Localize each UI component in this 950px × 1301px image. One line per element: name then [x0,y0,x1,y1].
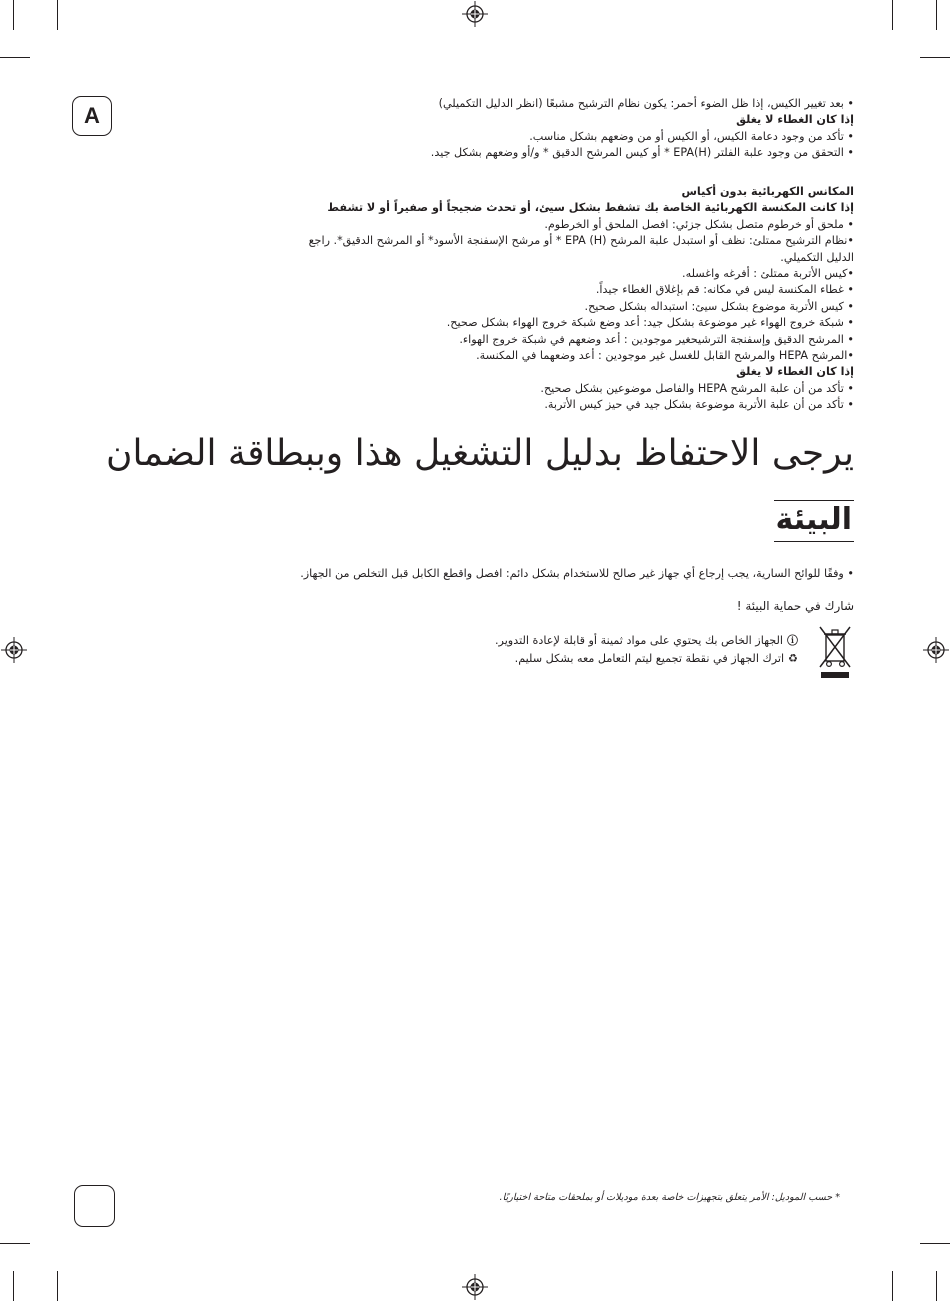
crop-mark-bottom-left-v2 [13,1271,14,1301]
weee-line-2: اترك الجهاز في نقطة تجميع ليتم التعامل معه بشكل سليم. [514,652,785,665]
crop-mark-top-left-v [57,0,58,30]
troubleshooting-item: • غطاء المكنسة ليس في مكانه: قم بإغلاق الغطاء جيداً. [595,283,854,297]
page-number-badge [74,1185,115,1227]
troubleshooting-item: • التحقق من وجود علبة الفلتر (H)EPA * أو كيس المرشح الدقيق * و/أو وضعهم بشكل جيد. [430,146,854,160]
keep-manual-heading: يرجى الاحتفاظ بدليل التشغيل هذا وببطاقة الضمان [106,433,854,474]
troubleshooting-item: • تأكد من أن علبة الأتربة موضوعة بشكل جيد في حيز كيس الأتربة. [544,398,854,412]
registration-mark-icon [462,1274,488,1300]
troubleshooting-item: • المرشح الدقيق وإسفنجة الترشيحغير موجودين : أعد وضعهم في شبكة خروج الهواء. [459,332,854,346]
weee-row-2 [495,650,798,668]
model-footnote: * حسب الموديل: الأمر يتعلق بتجهيزات خاصة بعدة موديلات أو بملحقات متاحة اختياريًا. [499,1192,840,1203]
troubleshooting-item: • كيس الأتربة موضوع بشكل سيئ: استبداله بشكل صحيح. [584,299,854,313]
registration-mark-icon [923,637,949,663]
weee-row-1 [495,632,798,650]
crop-mark-bottom-right-v2 [936,1271,937,1301]
section-letter-badge [72,96,112,136]
section-subheading: إذا كان الغطاء لا يغلق [736,365,854,379]
bagless-troubleshooting-block [306,184,854,414]
crop-mark-bottom-left-h [0,1243,30,1244]
section-subheading: إذا كان الغطاء لا يغلق [736,113,854,127]
info-icon: ⓘ [787,634,798,647]
weee-line-1: الجهاز الخاص بك يحتوي على مواد ثمينة أو قابلة لإعادة التدوير. [494,634,783,647]
environment-heading: البيئة [774,500,854,542]
section-subheading: المكانس الكهربائية بدون أكياس [681,185,854,198]
section-letter: A [84,103,100,128]
section-subheading: إذا كانت المكنسة الكهربائية الخاصة بك تشفط بشكل سيئ، أو تحدث ضجيجاً أو صفيراً أو لا تشفط [327,201,854,215]
troubleshooting-item: •كيس الأتربة ممتلئ : أفرغه واغسله. [682,267,854,281]
environment-heading-wrap [774,500,854,542]
crop-mark-top-left-h [0,57,30,58]
crop-mark-bottom-left-v [57,1271,58,1301]
crop-mark-top-right-v2 [936,0,937,30]
crop-mark-top-left-v2 [13,0,14,30]
troubleshooting-item: • شبكة خروج الهواء غير موضوعة بشكل جيد: أعد وضع شبكة خروج الهواء بشكل صحيح. [446,316,854,330]
environment-disposal-text: • وفقًا للوائح السارية، يجب إرجاع أي جهاز غير صالح للاستخدام بشكل دائم: افصل واقطع الكابل قبل التخلص من الجهاز. [300,567,854,580]
troubleshooting-item: •نظام الترشيح ممتلئ: نظف أو استبدل علبة المرشح (H) EPA * أو مرشح الإسفنجة الأسود* أو المرشح الدقيق*. راجع الدليل التكميلي. [308,234,854,264]
troubleshooting-item: • تأكد من وجود دعامة الكيس، أو الكيس أو من وضعهم بشكل مناسب. [529,129,854,143]
crop-mark-top-right-v [892,0,893,30]
weee-info [495,632,798,668]
troubleshooting-item: •المرشح HEPA والمرشح القابل للغسل غير موجودين : أعد وضعهما في المكنسة. [476,349,854,363]
registration-mark-icon [462,1,488,27]
top-troubleshooting-block [431,96,854,162]
crop-mark-bottom-right-v [892,1271,893,1301]
registration-mark-icon [1,637,27,663]
troubleshooting-item: • ملحق أو خرطوم متصل بشكل جزئي: افصل الملحق أو الخرطوم. [544,217,854,231]
crossed-out-bin-icon [818,625,852,681]
share-protection-text: شارك في حماية البيئة ! [736,599,854,613]
recycle-icon: ♻ [788,652,798,665]
crop-mark-top-right-h [920,57,950,58]
crop-mark-bottom-right-h [920,1243,950,1244]
troubleshooting-item: • تأكد من أن علبة المرشح HEPA والفاصل موضوعين بشكل صحيح. [540,381,854,395]
troubleshooting-item: • بعد تغيير الكيس، إذا ظل الضوء أحمر: يكون نظام الترشيح مشبعًا (انظر الدليل التكميلي) [438,97,854,110]
